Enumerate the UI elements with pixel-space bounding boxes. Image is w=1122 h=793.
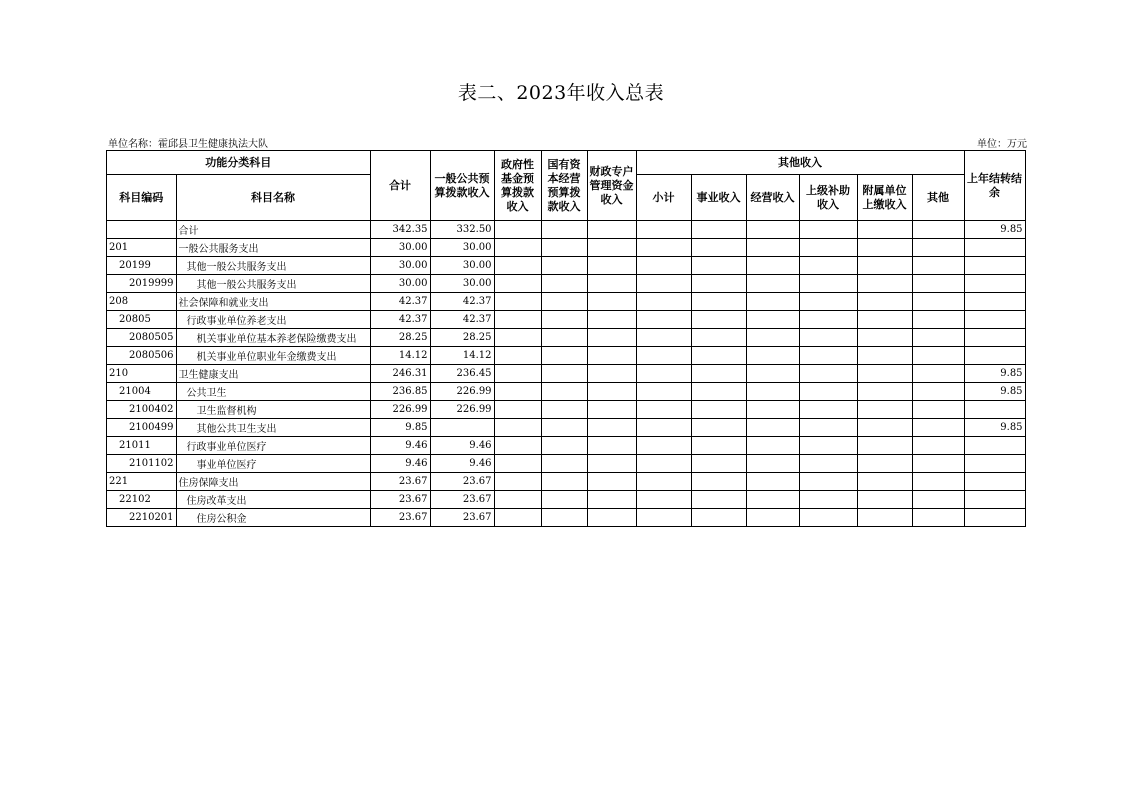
- table-row: [107, 509, 1026, 527]
- cell-superior: [799, 401, 857, 419]
- cell-subtotal: [636, 419, 691, 437]
- cell-operating: [746, 221, 799, 239]
- table-row: [107, 347, 1026, 365]
- cell-superior: [799, 329, 857, 347]
- cell-affiliated: [857, 509, 912, 527]
- cell-affiliated: [857, 257, 912, 275]
- cell-name: 其他一般公共服务支出: [176, 275, 370, 293]
- cell-operating: [746, 311, 799, 329]
- cell-fiscal: [587, 347, 636, 365]
- cell-career: [691, 491, 746, 509]
- cell-superior: [799, 293, 857, 311]
- cell-code: 2080506: [107, 347, 177, 365]
- cell-fiscal: [587, 293, 636, 311]
- unit-name-label: 单位名称：霍邱县卫生健康执法大队: [108, 139, 268, 150]
- cell-general: 226.99: [430, 383, 494, 401]
- cell-carryover: [964, 311, 1025, 329]
- header-code: 科目编码: [107, 175, 177, 221]
- cell-general: 42.37: [430, 293, 494, 311]
- cell-name: 行政事业单位养老支出: [176, 311, 370, 329]
- cell-fiscal: [587, 239, 636, 257]
- cell-gov-fund: [494, 239, 541, 257]
- cell-operating: [746, 275, 799, 293]
- cell-superior: [799, 437, 857, 455]
- cell-general: 30.00: [430, 275, 494, 293]
- cell-operating: [746, 509, 799, 527]
- header-gov-fund: 政府性基金预算拨款收入: [494, 151, 541, 221]
- cell-soe: [541, 437, 587, 455]
- cell-soe: [541, 275, 587, 293]
- cell-soe: [541, 347, 587, 365]
- cell-soe: [541, 473, 587, 491]
- cell-code: 221: [107, 473, 177, 491]
- cell-total: 246.31: [370, 365, 430, 383]
- cell-fiscal: [587, 311, 636, 329]
- cell-general: 23.67: [430, 491, 494, 509]
- cell-total: 226.99: [370, 401, 430, 419]
- cell-affiliated: [857, 455, 912, 473]
- cell-career: [691, 401, 746, 419]
- cell-general: [430, 419, 494, 437]
- cell-carryover: [964, 257, 1025, 275]
- cell-soe: [541, 401, 587, 419]
- cell-superior: [799, 455, 857, 473]
- cell-misc: [912, 275, 964, 293]
- income-summary-table: [106, 150, 1026, 527]
- cell-general: 30.00: [430, 257, 494, 275]
- header-general: 一般公共预算拨款收入: [430, 151, 494, 221]
- cell-misc: [912, 509, 964, 527]
- cell-subtotal: [636, 221, 691, 239]
- cell-operating: [746, 293, 799, 311]
- cell-name: 公共卫生: [176, 383, 370, 401]
- cell-gov-fund: [494, 311, 541, 329]
- cell-general: 236.45: [430, 365, 494, 383]
- cell-carryover: 9.85: [964, 221, 1025, 239]
- cell-operating: [746, 437, 799, 455]
- cell-superior: [799, 365, 857, 383]
- cell-misc: [912, 491, 964, 509]
- cell-carryover: [964, 491, 1025, 509]
- cell-carryover: [964, 239, 1025, 257]
- cell-code: 210: [107, 365, 177, 383]
- cell-total: 30.00: [370, 275, 430, 293]
- cell-fiscal: [587, 473, 636, 491]
- cell-soe: [541, 365, 587, 383]
- cell-superior: [799, 473, 857, 491]
- cell-name: 其他一般公共服务支出: [176, 257, 370, 275]
- cell-total: 342.35: [370, 221, 430, 239]
- cell-total: 23.67: [370, 473, 430, 491]
- table-row: [107, 221, 1026, 239]
- cell-career: [691, 329, 746, 347]
- cell-name: 其他公共卫生支出: [176, 419, 370, 437]
- cell-code: 2019999: [107, 275, 177, 293]
- cell-general: 42.37: [430, 311, 494, 329]
- cell-gov-fund: [494, 221, 541, 239]
- cell-subtotal: [636, 401, 691, 419]
- cell-affiliated: [857, 221, 912, 239]
- cell-fiscal: [587, 455, 636, 473]
- cell-career: [691, 437, 746, 455]
- header-misc: 其他: [912, 175, 964, 221]
- header-carryover: 上年结转结余: [964, 151, 1025, 221]
- cell-fiscal: [587, 509, 636, 527]
- cell-fiscal: [587, 221, 636, 239]
- cell-code: 22102: [107, 491, 177, 509]
- cell-operating: [746, 473, 799, 491]
- cell-affiliated: [857, 473, 912, 491]
- cell-gov-fund: [494, 347, 541, 365]
- cell-total: 30.00: [370, 257, 430, 275]
- page-title: 表二、2023年收入总表: [457, 82, 665, 104]
- cell-gov-fund: [494, 383, 541, 401]
- table-row: [107, 419, 1026, 437]
- cell-code: 20805: [107, 311, 177, 329]
- cell-total: 23.67: [370, 491, 430, 509]
- cell-general: 23.67: [430, 473, 494, 491]
- cell-code: 21011: [107, 437, 177, 455]
- cell-affiliated: [857, 365, 912, 383]
- cell-soe: [541, 257, 587, 275]
- cell-carryover: [964, 293, 1025, 311]
- cell-subtotal: [636, 275, 691, 293]
- cell-superior: [799, 383, 857, 401]
- cell-total: 9.85: [370, 419, 430, 437]
- cell-soe: [541, 509, 587, 527]
- cell-misc: [912, 329, 964, 347]
- cell-total: 9.46: [370, 437, 430, 455]
- cell-misc: [912, 221, 964, 239]
- cell-career: [691, 311, 746, 329]
- cell-subtotal: [636, 239, 691, 257]
- cell-superior: [799, 239, 857, 257]
- cell-carryover: [964, 329, 1025, 347]
- table-row: [107, 311, 1026, 329]
- cell-gov-fund: [494, 365, 541, 383]
- cell-subtotal: [636, 311, 691, 329]
- cell-soe: [541, 383, 587, 401]
- cell-career: [691, 473, 746, 491]
- cell-affiliated: [857, 419, 912, 437]
- table-row: [107, 239, 1026, 257]
- header-func-class: 功能分类科目: [107, 151, 371, 175]
- cell-code: [107, 221, 177, 239]
- cell-carryover: [964, 347, 1025, 365]
- cell-misc: [912, 365, 964, 383]
- cell-operating: [746, 365, 799, 383]
- cell-subtotal: [636, 437, 691, 455]
- cell-general: 14.12: [430, 347, 494, 365]
- cell-operating: [746, 455, 799, 473]
- cell-fiscal: [587, 257, 636, 275]
- cell-subtotal: [636, 491, 691, 509]
- header-operating: 经营收入: [746, 175, 799, 221]
- table-row: [107, 473, 1026, 491]
- cell-career: [691, 455, 746, 473]
- header-soe: 国有资本经营预算拨款收入: [541, 151, 587, 221]
- cell-operating: [746, 257, 799, 275]
- cell-total: 236.85: [370, 383, 430, 401]
- cell-subtotal: [636, 383, 691, 401]
- cell-carryover: [964, 509, 1025, 527]
- cell-operating: [746, 329, 799, 347]
- cell-total: 30.00: [370, 239, 430, 257]
- cell-subtotal: [636, 347, 691, 365]
- cell-misc: [912, 419, 964, 437]
- cell-misc: [912, 437, 964, 455]
- cell-name: 事业单位医疗: [176, 455, 370, 473]
- cell-gov-fund: [494, 419, 541, 437]
- cell-soe: [541, 419, 587, 437]
- cell-soe: [541, 311, 587, 329]
- cell-affiliated: [857, 401, 912, 419]
- cell-gov-fund: [494, 257, 541, 275]
- cell-subtotal: [636, 293, 691, 311]
- cell-total: 9.46: [370, 455, 430, 473]
- cell-career: [691, 221, 746, 239]
- cell-superior: [799, 275, 857, 293]
- cell-total: 42.37: [370, 311, 430, 329]
- header-name: 科目名称: [176, 175, 370, 221]
- cell-career: [691, 509, 746, 527]
- header-superior: 上级补助收入: [799, 175, 857, 221]
- cell-code: 20199: [107, 257, 177, 275]
- header-fiscal: 财政专户管理资金收入: [587, 151, 636, 221]
- cell-superior: [799, 509, 857, 527]
- cell-total: 23.67: [370, 509, 430, 527]
- cell-operating: [746, 383, 799, 401]
- cell-name: 卫生健康支出: [176, 365, 370, 383]
- cell-fiscal: [587, 491, 636, 509]
- header-subtotal: 小计: [636, 175, 691, 221]
- cell-code: 2100499: [107, 419, 177, 437]
- cell-affiliated: [857, 329, 912, 347]
- cell-misc: [912, 383, 964, 401]
- cell-gov-fund: [494, 293, 541, 311]
- cell-superior: [799, 347, 857, 365]
- cell-total: 28.25: [370, 329, 430, 347]
- cell-name: 合计: [176, 221, 370, 239]
- cell-code: 201: [107, 239, 177, 257]
- cell-soe: [541, 221, 587, 239]
- cell-name: 住房公积金: [176, 509, 370, 527]
- cell-code: 21004: [107, 383, 177, 401]
- cell-gov-fund: [494, 491, 541, 509]
- cell-subtotal: [636, 455, 691, 473]
- table-row: [107, 437, 1026, 455]
- table-row: [107, 275, 1026, 293]
- table-row: [107, 383, 1026, 401]
- cell-career: [691, 239, 746, 257]
- cell-total: 14.12: [370, 347, 430, 365]
- cell-name: 卫生监督机构: [176, 401, 370, 419]
- cell-superior: [799, 491, 857, 509]
- cell-operating: [746, 239, 799, 257]
- cell-career: [691, 419, 746, 437]
- cell-gov-fund: [494, 437, 541, 455]
- table-row: [107, 257, 1026, 275]
- cell-affiliated: [857, 491, 912, 509]
- cell-general: 226.99: [430, 401, 494, 419]
- header-total: 合计: [370, 151, 430, 221]
- cell-misc: [912, 473, 964, 491]
- cell-operating: [746, 401, 799, 419]
- header-career: 事业收入: [691, 175, 746, 221]
- cell-affiliated: [857, 293, 912, 311]
- cell-misc: [912, 257, 964, 275]
- cell-superior: [799, 311, 857, 329]
- cell-gov-fund: [494, 455, 541, 473]
- cell-career: [691, 383, 746, 401]
- cell-misc: [912, 347, 964, 365]
- cell-general: 9.46: [430, 455, 494, 473]
- cell-affiliated: [857, 383, 912, 401]
- cell-code: 2101102: [107, 455, 177, 473]
- cell-operating: [746, 347, 799, 365]
- cell-affiliated: [857, 239, 912, 257]
- unit-label: 单位：万元: [977, 139, 1027, 150]
- cell-misc: [912, 455, 964, 473]
- table-row: [107, 293, 1026, 311]
- cell-carryover: [964, 401, 1025, 419]
- cell-name: 住房保障支出: [176, 473, 370, 491]
- cell-carryover: [964, 473, 1025, 491]
- cell-general: 332.50: [430, 221, 494, 239]
- cell-career: [691, 347, 746, 365]
- cell-soe: [541, 293, 587, 311]
- cell-gov-fund: [494, 329, 541, 347]
- table-row: [107, 329, 1026, 347]
- cell-name: 社会保障和就业支出: [176, 293, 370, 311]
- cell-career: [691, 275, 746, 293]
- cell-code: 208: [107, 293, 177, 311]
- cell-operating: [746, 491, 799, 509]
- cell-subtotal: [636, 257, 691, 275]
- cell-superior: [799, 221, 857, 239]
- cell-career: [691, 365, 746, 383]
- cell-misc: [912, 239, 964, 257]
- cell-affiliated: [857, 275, 912, 293]
- table-row: [107, 491, 1026, 509]
- cell-name: 机关事业单位职业年金缴费支出: [176, 347, 370, 365]
- cell-affiliated: [857, 347, 912, 365]
- cell-carryover: [964, 437, 1025, 455]
- cell-gov-fund: [494, 275, 541, 293]
- cell-fiscal: [587, 365, 636, 383]
- cell-fiscal: [587, 329, 636, 347]
- cell-gov-fund: [494, 473, 541, 491]
- cell-superior: [799, 419, 857, 437]
- table-row: [107, 455, 1026, 473]
- cell-career: [691, 293, 746, 311]
- cell-soe: [541, 239, 587, 257]
- cell-code: 2080505: [107, 329, 177, 347]
- cell-general: 28.25: [430, 329, 494, 347]
- cell-name: 机关事业单位基本养老保险缴费支出: [176, 329, 370, 347]
- cell-name: 一般公共服务支出: [176, 239, 370, 257]
- cell-affiliated: [857, 437, 912, 455]
- header-other-income: 其他收入: [636, 151, 964, 175]
- cell-code: 2100402: [107, 401, 177, 419]
- cell-career: [691, 257, 746, 275]
- table-row: [107, 401, 1026, 419]
- header-affiliated: 附属单位上缴收入: [857, 175, 912, 221]
- cell-carryover: 9.85: [964, 365, 1025, 383]
- cell-name: 住房改革支出: [176, 491, 370, 509]
- cell-subtotal: [636, 509, 691, 527]
- cell-misc: [912, 293, 964, 311]
- cell-soe: [541, 329, 587, 347]
- cell-carryover: 9.85: [964, 383, 1025, 401]
- table-row: [107, 365, 1026, 383]
- cell-subtotal: [636, 473, 691, 491]
- cell-general: 30.00: [430, 239, 494, 257]
- cell-misc: [912, 401, 964, 419]
- cell-fiscal: [587, 401, 636, 419]
- cell-carryover: [964, 455, 1025, 473]
- cell-general: 9.46: [430, 437, 494, 455]
- cell-general: 23.67: [430, 509, 494, 527]
- cell-affiliated: [857, 311, 912, 329]
- cell-subtotal: [636, 365, 691, 383]
- cell-soe: [541, 491, 587, 509]
- cell-fiscal: [587, 437, 636, 455]
- cell-code: 2210201: [107, 509, 177, 527]
- cell-fiscal: [587, 275, 636, 293]
- cell-fiscal: [587, 383, 636, 401]
- cell-gov-fund: [494, 509, 541, 527]
- cell-carryover: 9.85: [964, 419, 1025, 437]
- cell-superior: [799, 257, 857, 275]
- cell-subtotal: [636, 329, 691, 347]
- cell-operating: [746, 419, 799, 437]
- cell-name: 行政事业单位医疗: [176, 437, 370, 455]
- cell-soe: [541, 455, 587, 473]
- cell-misc: [912, 311, 964, 329]
- cell-gov-fund: [494, 401, 541, 419]
- cell-carryover: [964, 275, 1025, 293]
- cell-fiscal: [587, 419, 636, 437]
- cell-total: 42.37: [370, 293, 430, 311]
